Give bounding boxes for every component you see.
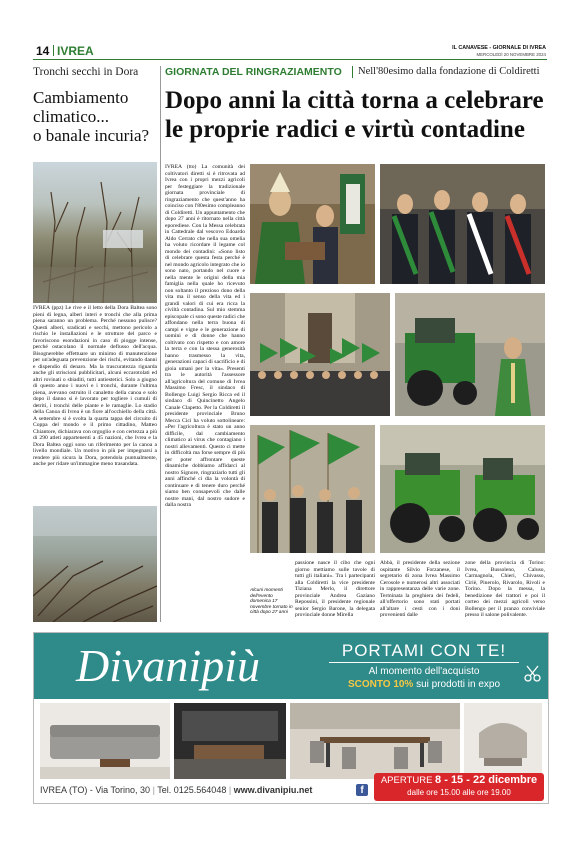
- ad-photo-dining: [290, 703, 460, 779]
- photo-tractor-blessing-drawing: [395, 293, 545, 416]
- ad-opening-dates: 8 - 15 - 22 dicembre: [435, 774, 538, 786]
- ad-banner: [33, 632, 549, 804]
- photo-cathedral-flags: [250, 293, 390, 416]
- ad-phone: Tel. 0125.564048: [157, 785, 227, 795]
- main-title-line-1: Dopo anni la città torna a celebrare: [165, 87, 544, 114]
- photo-mayors: [380, 164, 545, 284]
- section-label: IVREA: [57, 44, 94, 58]
- main-title-line-2: le proprie radici e virtù contadine: [165, 116, 525, 143]
- photo-tractor-blessing: [395, 293, 545, 416]
- river-bank-drawing: [33, 506, 157, 622]
- main-article-col2: passione nasce il cibo che ogni giorno mettiamo sulle tavole di tutti gli italiani». Tra i partecipanti alla Coldiretti la vice presidente Tiziana Merlo, il direttore provinciale Andrea Gaziano Repossini, il presidente regionale senior Sergio Barone, la delegata provinciale donne Mirella: [295, 560, 375, 618]
- ad-dining-drawing: [290, 703, 460, 779]
- photo-bishop-mass: [250, 164, 375, 284]
- main-article-col4: zone della provincia di Torino: Ivrea, Bussoleno, Caluso, Carmagnola, Chieri, Chivasso, Ciriè, Pinerolo, Rivarolo, Rivoli e Torino. Dopo la messa, la benedizione dei trattori e poi il corteo dei mezzi agricoli verso Bollengo per il pranzo conviviale presso il salone polivalente.: [465, 560, 545, 618]
- ad-opening-label: APERTURE: [380, 775, 433, 786]
- section-divider: [53, 45, 54, 56]
- ad-sofa-drawing: [40, 703, 170, 779]
- issue-date: MERCOLEDÌ 20 NOVEMBRE 2024: [476, 52, 546, 57]
- left-title: [33, 88, 159, 145]
- main-kicker-divider: [352, 66, 353, 78]
- photo-tractors: [380, 425, 545, 553]
- left-title-line-2: climatico...: [33, 107, 110, 126]
- ad-footer-sep-1: |: [152, 785, 158, 795]
- page-number: 14: [36, 44, 50, 58]
- main-kicker-sub: Nell'80esimo dalla fondazione di Coldiretti: [358, 66, 540, 77]
- paper-name: IL CANAVESE - GIORNALE DI IVREA: [452, 45, 546, 51]
- ad-discount-bold: SCONTO 10%: [347, 679, 414, 690]
- ad-opening-line: [374, 774, 544, 786]
- main-kicker: GIORNATA DEL RINGRAZIAMENTO: [165, 66, 342, 78]
- ad-headline: PORTAMI CON TE!: [341, 641, 507, 660]
- photo-tractors-drawing: [380, 425, 545, 553]
- left-kicker: Tronchi secchi in Dora: [33, 66, 139, 78]
- column-separator: [160, 66, 161, 622]
- ad-footer: [40, 783, 370, 797]
- main-title: [165, 86, 550, 144]
- facebook-icon[interactable]: f: [356, 784, 368, 796]
- river-photo-drawing: [33, 162, 157, 303]
- photo-mayors-drawing: [380, 164, 545, 284]
- ad-photo-armchair: [464, 703, 542, 779]
- ad-kitchen-drawing: [174, 703, 286, 779]
- photo-cathedral-drawing: [250, 293, 390, 416]
- ad-armchair-drawing: [464, 703, 542, 779]
- ad-discount: [314, 679, 534, 690]
- ad-discount-rest: sui prodotti in expo: [413, 679, 501, 690]
- ad-photo-kitchen: [174, 703, 286, 779]
- river-photo-bottom: [33, 506, 157, 622]
- ad-photo-sofa: [40, 703, 170, 779]
- river-photo-top: [33, 162, 157, 303]
- ad-opening-hours: dalle ore 15.00 alle ore 19.00: [407, 788, 511, 797]
- main-article-col1: IVREA (tto) La comunità dei coltivatori diretti si è ritrovata ad Ivrea con i propri mezzi agricoli per festeggiare la tradizionale giornata provinciale di ringraziamento che quest'anno ha coinciso con l'80esimo compleanno di Coldiretti. Un appuntamento che dopo 27 anni è ritornato nella città eporediese. Con la Messa celebrata in Cattedrale dal vescovo Edoardo Aldo Cerrato che nella sua omelia ha voluto ricordare il legame col mondo dei contadini: «Sono listo di celebrare questa festa perché è nel mondo agricolo integrato che io sono nato, portando nel cuore e nella mente le origini della mia famiglia nella quale ho ricevuto non soltanto il prezioso dono della vita ma il senso della vita ed i grandi valori di cui era ricca la civiltà contadina. Sul mio stemma episcopale ci sono queste radici che affondano nella terra buona di campi e vigne e le generazione di uomini e di donne che hanno coltivato con rispetto e con amore la terra e con la stessa generosità hanno trasmesso la vita, generazioni capaci di sacrificio e di gioia umani per la vita». Presenti tra le autorità l'assessore all'agricoltura del comune di Ivrea Massimo Fresc, il sindaco di Bollengo Luigi Sergio Ricca ed il sindaco di Quincinetto Angelo Canale Clapetto. Per la Coldiretti il presidente provinciale Bruno Mecca Cici ha voluto sottolineare: «Per l'agricoltura è stato un anno difficile, dal cambiamento climatico ai virus che contagiano i nostri allevamenti. Questo ci mette in difficoltà ma forse sempre di più per poter affrontare queste dinamiche dobbiamo affidarci al nostro Signore, ringraziarlo tutti gli anni affinché ci dia la volontà di continuare e di tenere duro perché siamo ben consapevoli che dalle nostre mani, dal nostro sudore e dalla nostra: [165, 164, 245, 508]
- ad-headline-rule: [329, 662, 519, 663]
- left-title-line-3: o banale incuria?: [33, 126, 150, 145]
- header-rule: [33, 59, 547, 60]
- ad-brand: Divanipiù: [76, 640, 260, 691]
- scissors-icon-svg: [524, 665, 542, 683]
- ad-subline: Al momento dell'acquisto: [368, 666, 480, 677]
- ad-footer-sep-2: |: [228, 785, 234, 795]
- left-title-line-1: Cambiamento: [33, 88, 129, 107]
- scissors-icon: [524, 665, 542, 683]
- photo-flags-crowd: [250, 425, 375, 553]
- photo-caption: Alcuni momenti dell'evento domenica 17 novembre tornato in città dopo 27 anni: [250, 588, 293, 616]
- left-article-body: IVREA (ppz) Le rive e il letto della Dora Baltea sono pieni di legna, alberi interi e tronchi che alla prima piena saranno un problema. Perché nessuno pulisce? Questi alberi, sradicati e secchi, mettono pericolo a rischio le installazioni e le strutture del parco e favoriscono esondazioni in caso di piogge intense, perché ostacolano il normale deflusso dell'acqua. Bisognerebbe effettuare un minimo di manutenzione per un'adeguata prevenzione dei rischi, evitando danni e dispendio di denaro. Ma la trascuratezza riguarda anche gli striscioni pubblicitari, alcuni eccarotolati ed altri rovinati o sbiaditi, tutti antiestetici. Solo a giugno di questo anno i nuovi e i tronchi, durante l'ultima piena, avevano ostruito il canaletto della canoa e solo dopo il danno si è lavorato per togliere i cumuli di detriti, i tronchi delle piante e le ramaglie. Lo stadio della Canoa di Ivrea è un fiore all'occhiello della città. A settembre si è svolta la quarta tappa del circuito di Coppa del mondo e il primo cittadino, Matteo Chiantore, dichiarava con orgoglio e con certezza a più di 290 atleti appartenenti a 45 nazioni, che Ivrea e la Dora Baltea oggi sono un riferimento per la canoa a livello mondiale. Un motivo in più per impegnarsi a rendere più sicura la Dora, potendola puntualmente, anche per ridare un'immagine meno trasandata.: [33, 305, 157, 467]
- photo-bishop-drawing: [250, 164, 375, 284]
- ad-website[interactable]: www.divanipiu.net: [233, 785, 313, 795]
- photo-flags-drawing: [250, 425, 375, 553]
- ad-address: IVREA (TO) - Via Torino, 30: [40, 785, 151, 795]
- main-article-col3: Abbà, il presidente della sezione ospitante Silvio Forzanese, il segretario di zona Ivrea Massimo Cerosole e numerosi altri associati in rappresentanza delle varie zone. Terminata la preghiera dei fedeli, all'offertorio sono stati portati all'altare i cesti con i doni provenienti dalle: [380, 560, 460, 618]
